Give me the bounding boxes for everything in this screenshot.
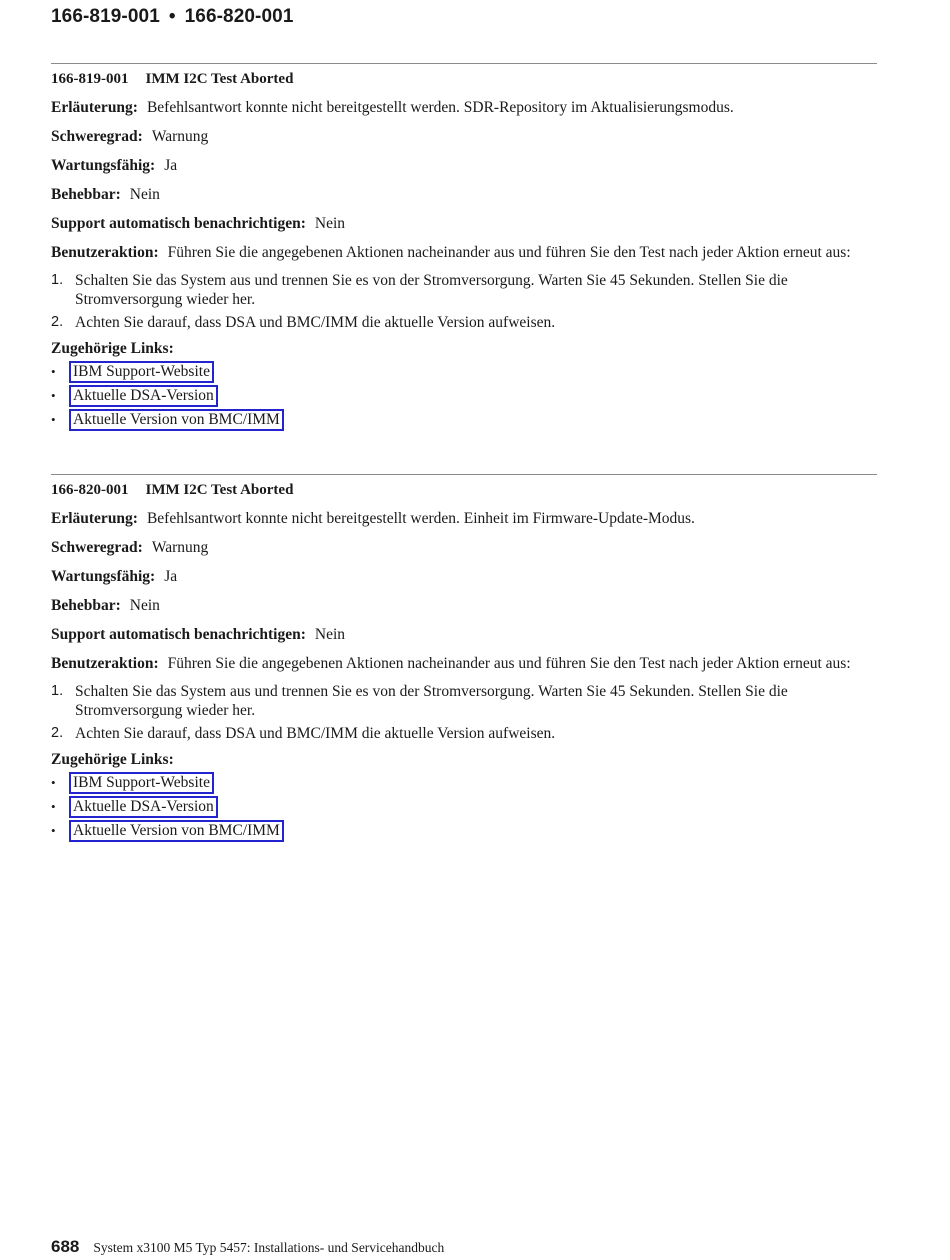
step-text: Schalten Sie das System aus und trennen Sie es von der Stromversorgung. Warten Sie 45 Sekunden. Stellen Sie die Stromversorgung wieder her. — [75, 272, 788, 308]
ibm-support-website-link[interactable]: IBM Support-Website — [69, 772, 214, 794]
bullet-icon: • — [51, 823, 56, 838]
action-step — [51, 682, 877, 720]
bullet-icon: • — [51, 388, 56, 403]
ibm-support-website-link[interactable]: IBM Support-Website — [69, 361, 214, 383]
entry-title — [51, 480, 877, 500]
recoverable-label: Behebbar: — [51, 186, 121, 203]
auto-notify-label: Support automatisch benachrichtigen: — [51, 626, 306, 643]
related-links — [51, 361, 877, 433]
serviceable-label: Wartungsfähig: — [51, 157, 156, 174]
header-code-a: 166-819-001 — [51, 6, 160, 27]
entry-title — [51, 69, 877, 89]
step-number: 2. — [51, 725, 64, 741]
auto-notify-field — [51, 625, 877, 644]
step-number: 2. — [51, 314, 64, 330]
header-code-b: 166-820-001 — [184, 6, 294, 27]
auto-notify-value: Nein — [314, 215, 346, 232]
user-action-value: Führen Sie die angegebenen Aktionen nacheinander aus und führen Sie den Test nach jeder Aktion erneut aus: — [167, 655, 851, 672]
auto-notify-value: Nein — [314, 626, 346, 643]
bullet-icon: • — [51, 799, 56, 814]
page-header — [51, 6, 293, 28]
recoverable-value: Nein — [129, 597, 160, 614]
recoverable-value: Nein — [129, 186, 160, 203]
related-link-item — [51, 385, 877, 409]
step-text: Schalten Sie das System aus und trennen Sie es von der Stromversorgung. Warten Sie 45 Sekunden. Stellen Sie die Stromversorgung wieder her. — [75, 683, 788, 719]
serviceable-field — [51, 156, 877, 175]
severity-value: Warnung — [151, 128, 209, 145]
related-link-item — [51, 361, 877, 385]
recoverable-field — [51, 596, 877, 615]
severity-field — [51, 538, 877, 557]
entry-name: IMM I2C Test Aborted — [145, 71, 294, 87]
step-number: 1. — [51, 683, 64, 699]
explanation-value: Befehlsantwort konnte nicht bereitgestellt werden. SDR-Repository im Aktualisierungsmodus. — [146, 99, 734, 116]
step-number: 1. — [51, 272, 64, 288]
action-step — [51, 724, 877, 743]
user-action-label: Benutzeraktion: — [51, 244, 159, 261]
book-title: System x3100 M5 Typ 5457: Installations- und Servicehandbuch — [93, 1240, 445, 1255]
latest-bmc-imm-version-link[interactable]: Aktuelle Version von BMC/IMM — [69, 409, 284, 431]
bullet-icon: • — [51, 364, 56, 379]
user-action-field — [51, 654, 877, 673]
related-link-item — [51, 772, 877, 796]
step-text: Achten Sie darauf, dass DSA und BMC/IMM die aktuelle Version aufweisen. — [75, 314, 556, 331]
action-steps — [51, 682, 877, 743]
serviceable-value: Ja — [164, 568, 178, 585]
page-number: 688 — [51, 1237, 80, 1256]
auto-notify-label: Support automatisch benachrichtigen: — [51, 215, 306, 232]
entry-divider — [51, 63, 877, 64]
entry-id: 166-819-001 — [51, 71, 129, 87]
related-links — [51, 772, 877, 844]
serviceable-value: Ja — [164, 157, 178, 174]
entry-id: 166-820-001 — [51, 482, 129, 498]
error-entry — [51, 474, 877, 844]
severity-label: Schweregrad: — [51, 539, 143, 556]
explanation-value: Befehlsantwort konnte nicht bereitgestellt werden. Einheit im Firmware-Update-Modus. — [146, 510, 695, 527]
related-link-item — [51, 796, 877, 820]
severity-value: Warnung — [151, 539, 209, 556]
explanation-field — [51, 509, 877, 528]
serviceable-label: Wartungsfähig: — [51, 568, 156, 585]
step-text: Achten Sie darauf, dass DSA und BMC/IMM die aktuelle Version aufweisen. — [75, 725, 556, 742]
error-entry — [51, 63, 877, 433]
explanation-field — [51, 98, 877, 117]
severity-field — [51, 127, 877, 146]
user-action-field — [51, 243, 877, 262]
entry-divider — [51, 474, 877, 475]
user-action-label: Benutzeraktion: — [51, 655, 159, 672]
latest-dsa-version-link[interactable]: Aktuelle DSA-Version — [69, 385, 218, 407]
serviceable-field — [51, 567, 877, 586]
bullet-icon: • — [51, 412, 56, 427]
explanation-label: Erläuterung: — [51, 99, 138, 116]
page-footer — [51, 1237, 444, 1257]
action-steps — [51, 271, 877, 332]
related-link-item — [51, 820, 877, 844]
related-links-label: Zugehörige Links: — [51, 751, 174, 768]
entry-name: IMM I2C Test Aborted — [145, 482, 294, 498]
bullet-icon: • — [51, 775, 56, 790]
user-action-value: Führen Sie die angegebenen Aktionen nacheinander aus und führen Sie den Test nach jeder Aktion erneut aus: — [167, 244, 851, 261]
severity-label: Schweregrad: — [51, 128, 143, 145]
related-links-label: Zugehörige Links: — [51, 340, 174, 357]
recoverable-label: Behebbar: — [51, 597, 121, 614]
latest-bmc-imm-version-link[interactable]: Aktuelle Version von BMC/IMM — [69, 820, 284, 842]
related-link-item — [51, 409, 877, 433]
explanation-label: Erläuterung: — [51, 510, 138, 527]
latest-dsa-version-link[interactable]: Aktuelle DSA-Version — [69, 796, 218, 818]
recoverable-field — [51, 185, 877, 204]
auto-notify-field — [51, 214, 877, 233]
header-separator: • — [168, 6, 176, 27]
action-step — [51, 313, 877, 332]
action-step — [51, 271, 877, 309]
